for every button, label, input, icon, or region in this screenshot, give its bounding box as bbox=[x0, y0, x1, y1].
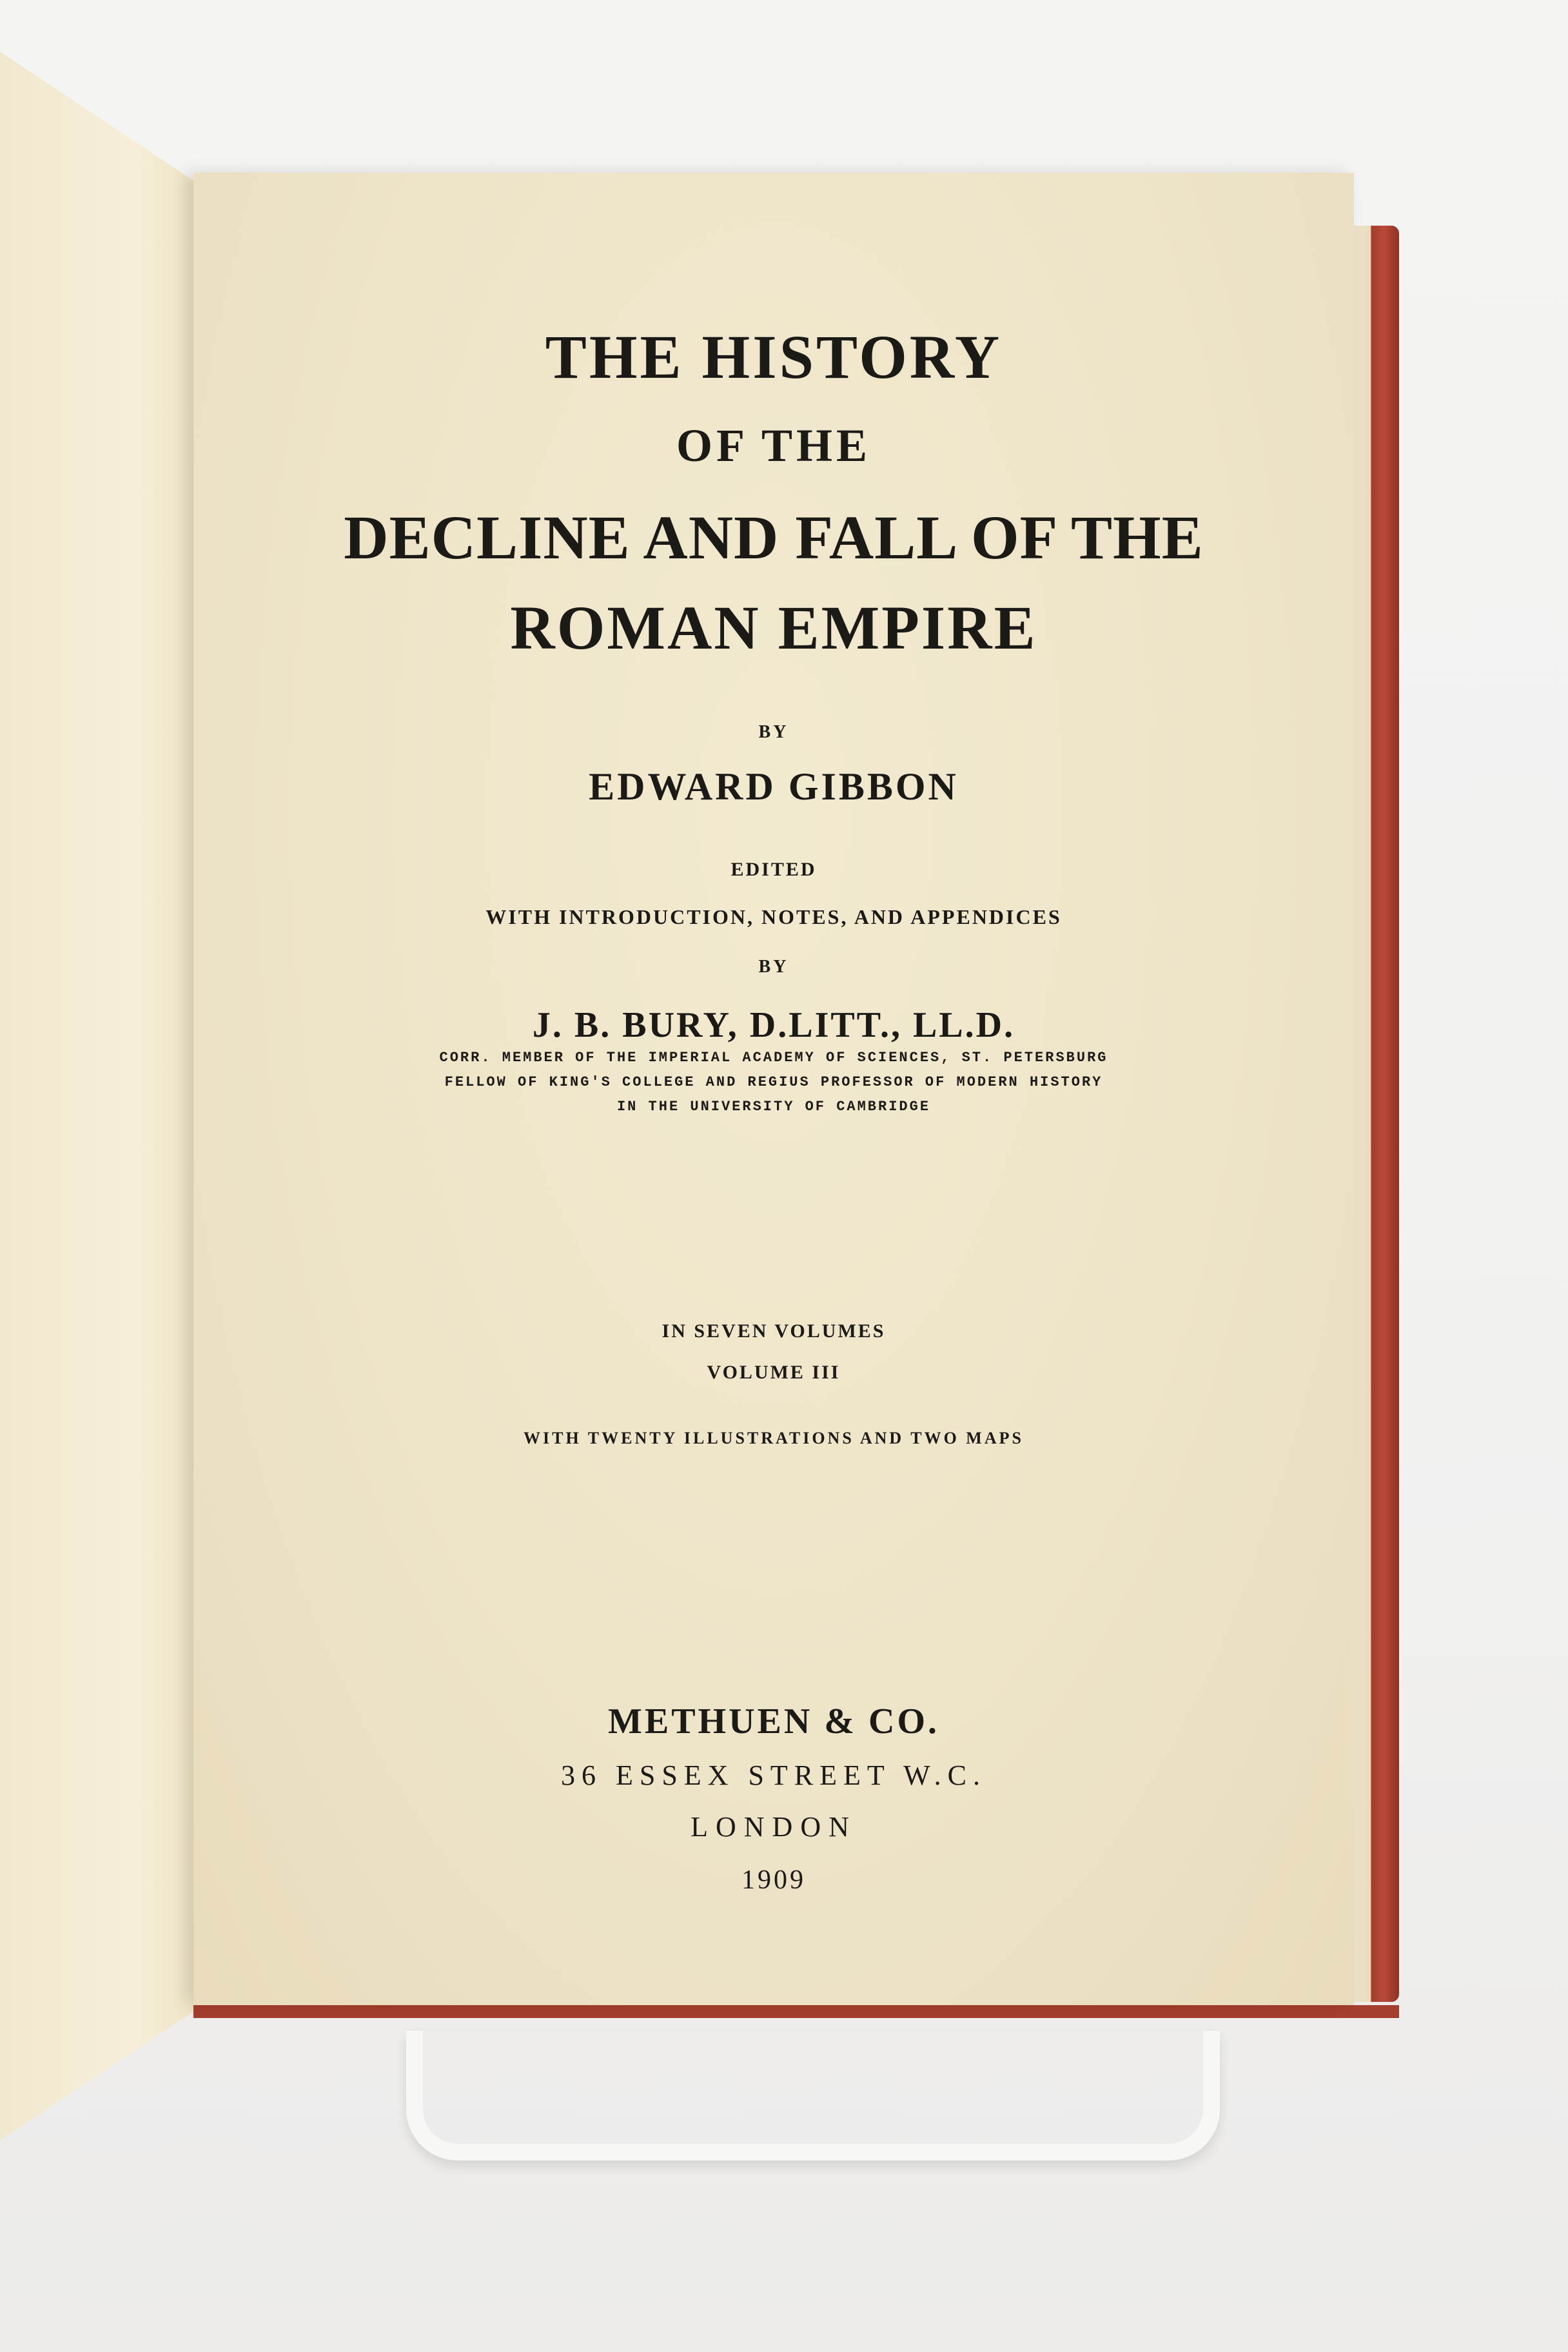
publication-year: 1909 bbox=[741, 1865, 806, 1895]
edited-label: EDITED bbox=[730, 859, 817, 880]
title-line-4: ROMAN EMPIRE bbox=[510, 593, 1037, 662]
editor-affiliation-1: CORR. MEMBER OF THE IMPERIAL ACADEMY OF SCIENCES, ST. PETERSBURG bbox=[439, 1050, 1108, 1066]
left-page bbox=[0, 52, 193, 2141]
editor-affiliation-3: IN THE UNIVERSITY OF CAMBRIDGE bbox=[616, 1099, 931, 1115]
publisher-city: LONDON bbox=[691, 1811, 857, 1843]
by-label: BY bbox=[758, 722, 789, 742]
editor-affiliation-2: FELLOW OF KING'S COLLEGE AND REGIUS PROFESSOR OF MODERN HISTORY bbox=[444, 1074, 1103, 1090]
title-line-1: THE HISTORY bbox=[545, 322, 1003, 391]
book-cover-bottom bbox=[193, 2005, 1399, 2018]
publisher-address: 36 ESSEX STREET W.C. bbox=[560, 1759, 987, 1791]
title-line-3: DECLINE AND FALL OF THE bbox=[344, 503, 1204, 572]
author-name: EDWARD GIBBON bbox=[589, 765, 959, 808]
title-page bbox=[193, 173, 1354, 2005]
illustrations-line: WITH TWENTY ILLUSTRATIONS AND TWO MAPS bbox=[524, 1429, 1024, 1447]
editor-name: J. B. BURY, D.LITT., LL.D. bbox=[532, 1005, 1015, 1045]
book-stand bbox=[406, 2031, 1220, 2161]
by-label-2: BY bbox=[758, 957, 789, 977]
introduction-line: WITH INTRODUCTION, NOTES, AND APPENDICES bbox=[485, 905, 1062, 928]
title-line-2: OF THE bbox=[676, 420, 872, 471]
publisher-name: METHUEN & CO. bbox=[608, 1701, 939, 1741]
book-cover-edge bbox=[1348, 226, 1399, 2002]
volumes-line: IN SEVEN VOLUMES bbox=[662, 1320, 886, 1342]
volume-number: VOLUME III bbox=[707, 1362, 841, 1383]
